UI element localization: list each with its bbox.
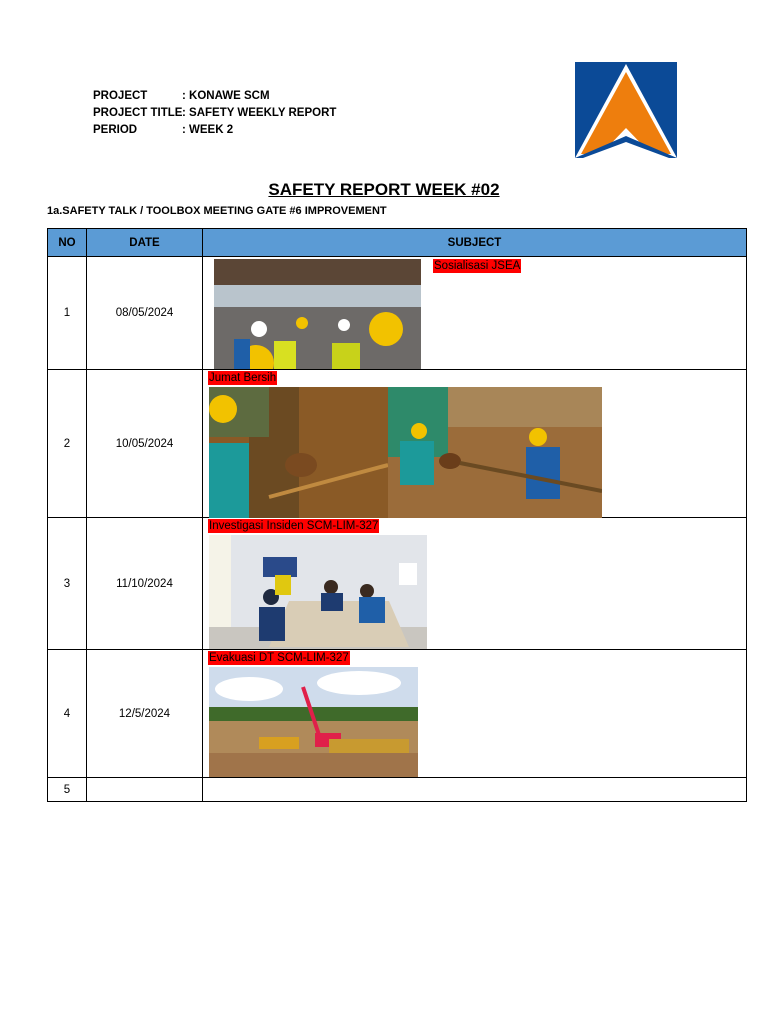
project-key: PROJECT [93, 90, 148, 102]
row-date: 08/05/2024 [87, 257, 203, 370]
row-subject [203, 518, 747, 650]
table-row [48, 257, 747, 370]
project-info [93, 88, 336, 139]
header-no: NO [48, 229, 87, 257]
row-subject [203, 650, 747, 778]
photo-dump-truck-evacuation [209, 667, 418, 777]
safety-report-table [47, 228, 747, 802]
project-value: : KONAWE SCM [182, 90, 270, 102]
table-row [48, 778, 747, 802]
header-subject: SUBJECT [203, 229, 747, 257]
row-no: 2 [48, 370, 87, 518]
row-subject [203, 370, 747, 518]
project-title-value: : SAFETY WEEKLY REPORT [182, 107, 337, 119]
period-value: : WEEK 2 [182, 124, 234, 136]
project-row [93, 88, 336, 105]
subject-label: Sosialisasi JSEA [434, 260, 521, 272]
header-date: DATE [87, 229, 203, 257]
subject-label: Jumat Bersih [209, 372, 277, 384]
subject-label: Evakuasi DT SCM-LIM-327 [209, 652, 349, 664]
photo-incident-meeting [209, 535, 427, 649]
project-title-key: PROJECT TITLE [93, 107, 183, 119]
row-no: 5 [48, 778, 87, 802]
row-subject [203, 778, 747, 802]
photo-cleaning-work-2 [388, 387, 602, 518]
photo-safety-briefing [214, 259, 421, 369]
project-title-row [93, 105, 336, 122]
table-header-row [48, 229, 747, 257]
table-row [48, 370, 747, 518]
table-row [48, 650, 747, 778]
row-date [87, 778, 203, 802]
section-heading: 1a.SAFETY TALK / TOOLBOX MEETING GATE #6 IMPROVEMENT [47, 205, 387, 217]
report-title: SAFETY REPORT WEEK #02 [268, 180, 500, 199]
row-date: 12/5/2024 [87, 650, 203, 778]
row-subject [203, 257, 747, 370]
table-row [48, 518, 747, 650]
row-date: 11/10/2024 [87, 518, 203, 650]
period-key: PERIOD [93, 124, 138, 136]
row-no: 4 [48, 650, 87, 778]
period-row [93, 122, 336, 139]
company-logo-icon [575, 62, 677, 158]
row-no: 1 [48, 257, 87, 370]
row-no: 3 [48, 518, 87, 650]
row-date: 10/05/2024 [87, 370, 203, 518]
photo-cleaning-work-1 [209, 387, 388, 518]
subject-label: Investigasi Insiden SCM-LIM-327 [209, 520, 379, 532]
